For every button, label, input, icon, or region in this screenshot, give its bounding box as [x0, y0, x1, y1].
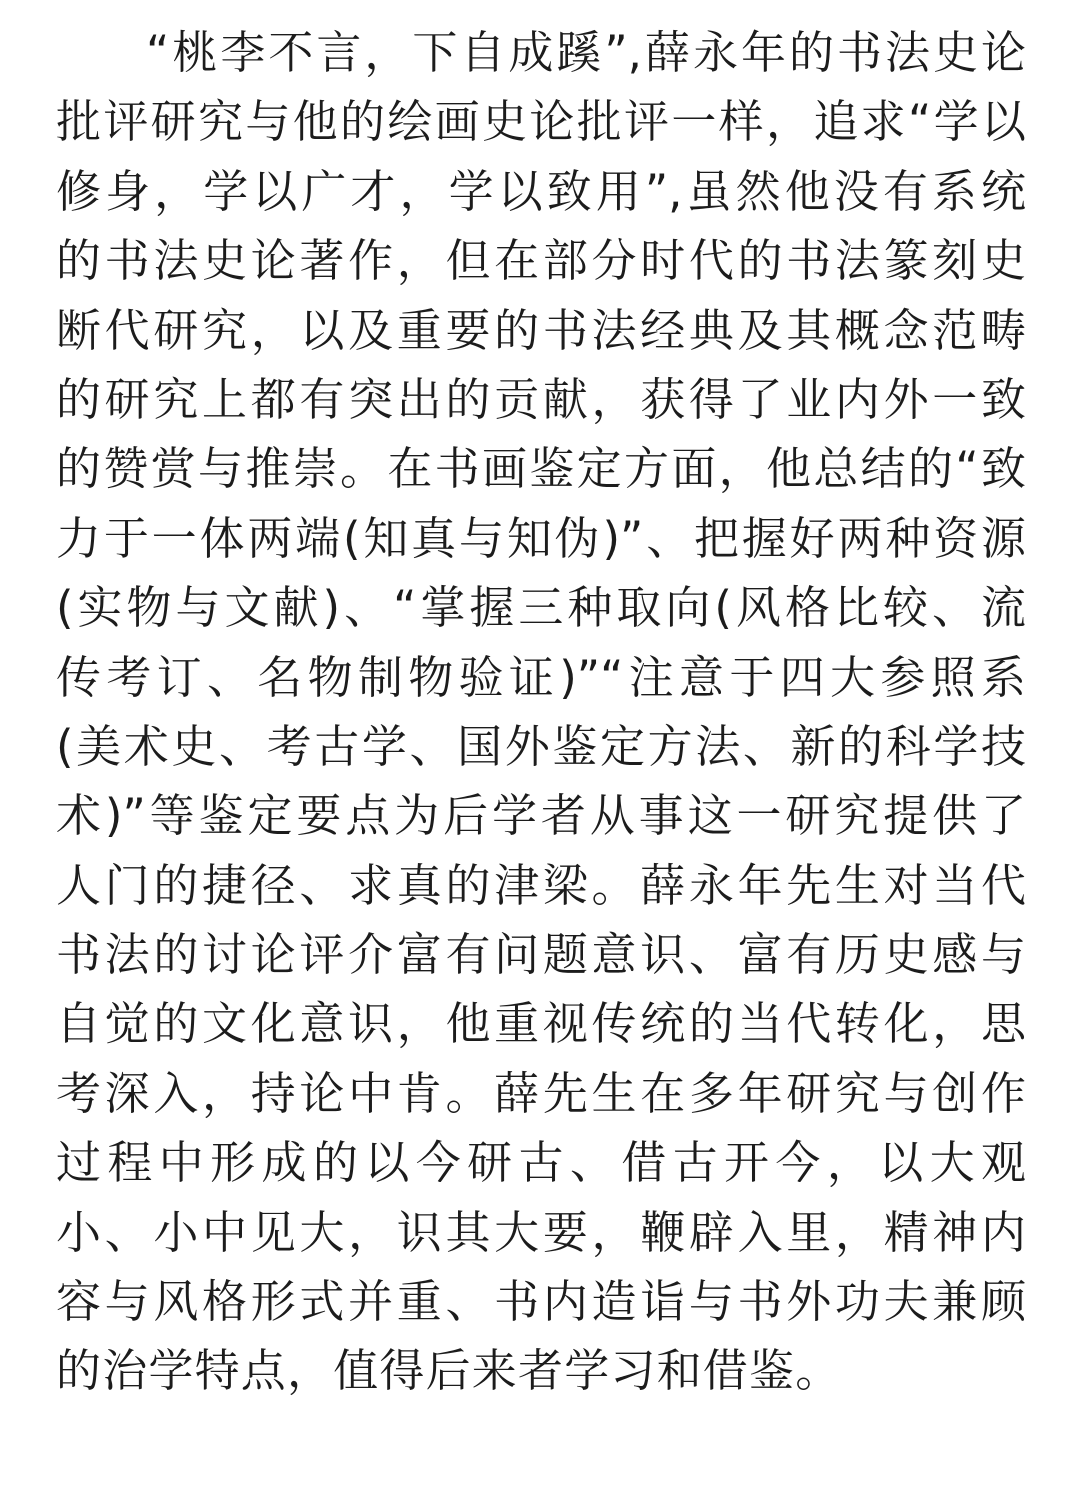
- paragraph-line: 考深入，持论中肯。薛先生在多年研究与创作: [56, 1066, 1026, 1120]
- paragraph-line: 的治学特点，值得后来者学习和借鉴。: [56, 1344, 842, 1398]
- article-paragraph: [56, 18, 1026, 1406]
- paragraph-line: 断代研究，以及重要的书法经典及其概念范畴: [56, 303, 1026, 357]
- paragraph-line: 传考订、名物制物验证)”“注意于四大参照系: [56, 650, 1026, 704]
- paragraph-line: 的研究上都有突出的贡献，获得了业内外一致: [56, 372, 1026, 426]
- paragraph-line: 力于一体两端(知真与知伪)”、把握好两种资源: [56, 511, 1026, 565]
- paragraph-line: 批评研究与他的绘画史论批评一样，追求“学以: [56, 95, 1026, 149]
- paragraph-line: 容与风格形式并重、书内造诣与书外功夫兼顾: [56, 1275, 1026, 1329]
- paragraph-line: “桃李不言，下自成蹊”,薛永年的书法史论: [146, 26, 1026, 79]
- paragraph-line: 的书法史论著作，但在部分时代的书法篆刻史: [56, 234, 1026, 288]
- paragraph-line: 书法的讨论评介富有问题意识、富有历史感与: [56, 928, 1026, 982]
- paragraph-line: (实物与文献)、“掌握三种取向(风格比较、流: [56, 581, 1026, 635]
- paragraph-line: 过程中形成的以今研古、借古开今，以大观: [56, 1136, 1026, 1190]
- paragraph-line: 小、小中见大，识其大要，鞭辟入里，精神内: [56, 1205, 1026, 1259]
- paragraph-line: 的赞赏与推崇。在书画鉴定方面，他总结的“致: [56, 442, 1026, 496]
- paragraph-line: (美术史、考古学、国外鉴定方法、新的科学技: [56, 719, 1026, 773]
- paragraph-line: 自觉的文化意识，他重视传统的当代转化，思: [56, 997, 1026, 1051]
- paragraph-line: 人门的捷径、求真的津梁。薛永年先生对当代: [56, 858, 1026, 912]
- paragraph-line: 修身，学以广才，学以致用”,虽然他没有系统: [56, 164, 1026, 218]
- paragraph-line: 术)”等鉴定要点为后学者从事这一研究提供了: [56, 789, 1026, 843]
